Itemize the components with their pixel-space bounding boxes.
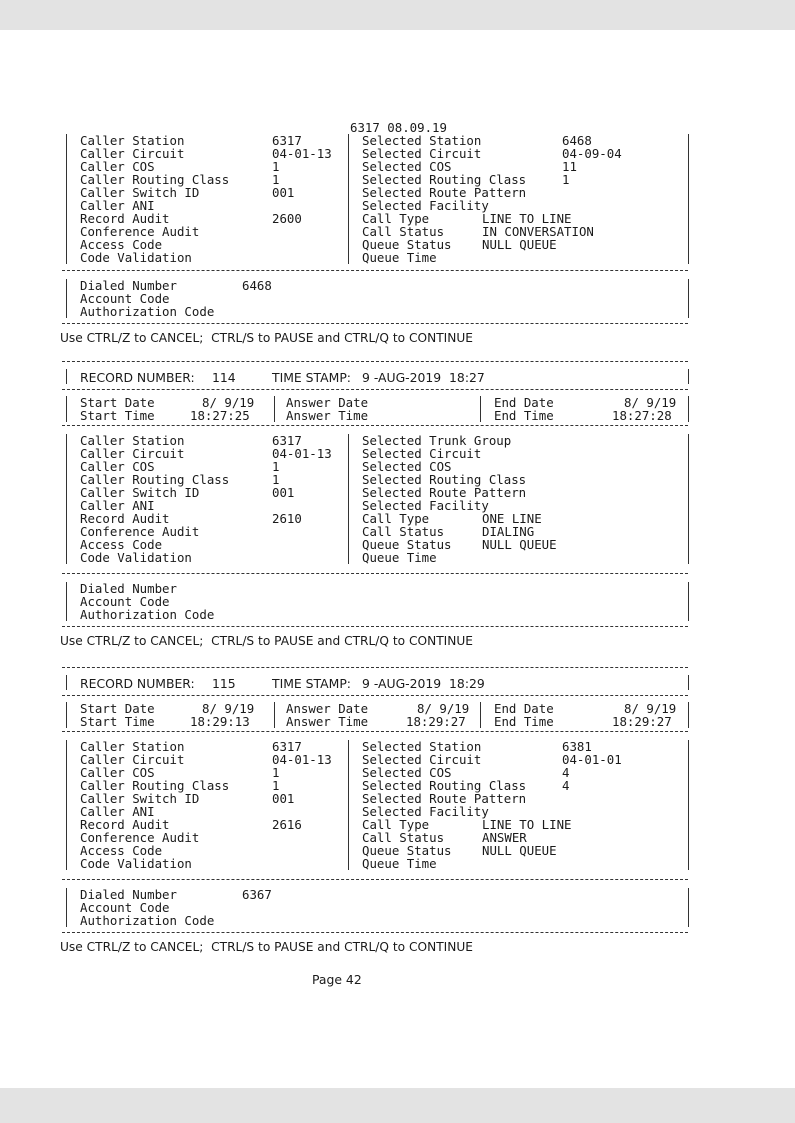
caller-field-value: 001 [272, 485, 295, 500]
authorization-code-label: Authorization Code [80, 913, 215, 928]
column-separator [348, 434, 349, 564]
selected-field-label: Queue Status [362, 537, 452, 552]
end-date-value: 8/ 9/19 [624, 395, 677, 410]
left-border [66, 396, 67, 422]
left-border [66, 702, 67, 728]
account-code-label: Account Code [80, 594, 170, 609]
timestamp-value: 9 -AUG-2019 18:27 [362, 370, 485, 385]
selected-field-label: Selected Circuit [362, 752, 482, 767]
caller-field-label: Caller Circuit [80, 446, 185, 461]
start-date-label: Start Date [80, 395, 155, 410]
caller-field-label: Access Code [80, 843, 163, 858]
selected-field-label: Selected Facility [362, 198, 489, 213]
caller-field-value: 04-01-13 [272, 146, 332, 161]
selected-field-value: LINE TO LINE [482, 817, 572, 832]
answer-time-label: Answer Time [286, 714, 369, 729]
selected-field-label: Selected Routing Class [362, 172, 527, 187]
selected-field-value: 04-09-04 [562, 146, 622, 161]
caller-field-value: 2610 [272, 511, 302, 526]
start-date-value: 8/ 9/19 [202, 395, 255, 410]
dialed-number-label: Dialed Number [80, 581, 177, 596]
timestamp-label: TIME STAMP: [272, 676, 351, 691]
selected-field-label: Queue Time [362, 550, 437, 565]
right-border [688, 582, 689, 621]
left-border [66, 434, 67, 564]
caller-field-label: Caller ANI [80, 198, 155, 213]
end-time-label: End Time [494, 408, 554, 423]
dialed-number-label: Dialed Number [80, 887, 177, 902]
dashed-rule [62, 667, 688, 668]
caller-field-value: 2600 [272, 211, 302, 226]
selected-field-label: Selected Route Pattern [362, 185, 527, 200]
selected-field-label: Call Type [362, 211, 430, 226]
dashed-rule [62, 626, 688, 627]
selected-field-label: Call Type [362, 817, 430, 832]
left-border [66, 888, 67, 927]
dashed-rule [62, 323, 688, 324]
selected-field-value: 1 [562, 172, 570, 187]
answer-date-value: 8/ 9/19 [417, 701, 470, 716]
caller-field-value: 1 [272, 459, 280, 474]
selected-field-label: Selected Trunk Group [362, 433, 512, 448]
instruction-line: Use CTRL/Z to CANCEL; CTRL/S to PAUSE and CTRL/Q to CONTINUE [60, 331, 473, 345]
caller-field-value: 1 [272, 159, 280, 174]
record-number-value: 114 [212, 370, 236, 385]
caller-field-value: 001 [272, 791, 295, 806]
caller-field-label: Caller ANI [80, 498, 155, 513]
caller-field-label: Conference Audit [80, 224, 200, 239]
selected-field-label: Selected COS [362, 159, 452, 174]
left-border [66, 279, 67, 318]
selected-field-label: Selected Routing Class [362, 778, 527, 793]
column-separator [348, 134, 349, 264]
caller-field-value: 04-01-13 [272, 752, 332, 767]
selected-field-label: Call Status [362, 224, 445, 239]
selected-field-value: NULL QUEUE [482, 843, 557, 858]
column-separator [480, 396, 481, 422]
authorization-code-label: Authorization Code [80, 607, 215, 622]
caller-field-value: 6317 [272, 433, 302, 448]
dashed-rule [62, 879, 688, 880]
account-code-label: Account Code [80, 900, 170, 915]
right-border [688, 702, 689, 728]
caller-field-value: 1 [272, 765, 280, 780]
selected-field-label: Selected COS [362, 765, 452, 780]
right-border [688, 740, 689, 870]
caller-field-label: Conference Audit [80, 830, 200, 845]
column-separator [480, 702, 481, 728]
selected-field-value: NULL QUEUE [482, 237, 557, 252]
selected-field-value: LINE TO LINE [482, 211, 572, 226]
selected-field-label: Selected COS [362, 459, 452, 474]
end-date-label: End Date [494, 395, 554, 410]
caller-field-label: Caller Switch ID [80, 791, 200, 806]
selected-field-label: Queue Time [362, 856, 437, 871]
selected-field-value: DIALING [482, 524, 535, 539]
end-date-label: End Date [494, 701, 554, 716]
caller-field-label: Code Validation [80, 550, 192, 565]
authorization-code-label: Authorization Code [80, 304, 215, 319]
record-number-label: RECORD NUMBER: [80, 370, 195, 385]
column-separator [274, 396, 275, 422]
selected-field-label: Call Status [362, 830, 445, 845]
left-border [66, 134, 67, 264]
selected-field-value: 4 [562, 778, 570, 793]
selected-field-value: ONE LINE [482, 511, 542, 526]
selected-field-label: Selected Facility [362, 804, 489, 819]
start-date-value: 8/ 9/19 [202, 701, 255, 716]
selected-field-label: Selected Circuit [362, 446, 482, 461]
account-code-label: Account Code [80, 291, 170, 306]
page-number: Page 42 [312, 972, 362, 987]
start-time-label: Start Time [80, 408, 155, 423]
selected-field-value: NULL QUEUE [482, 537, 557, 552]
caller-field-label: Caller Routing Class [80, 472, 230, 487]
selected-field-label: Call Status [362, 524, 445, 539]
selected-field-label: Queue Status [362, 843, 452, 858]
selected-field-label: Selected Route Pattern [362, 485, 527, 500]
selected-field-label: Selected Circuit [362, 146, 482, 161]
column-separator [274, 702, 275, 728]
right-border [688, 396, 689, 422]
instruction-line: Use CTRL/Z to CANCEL; CTRL/S to PAUSE and CTRL/Q to CONTINUE [60, 634, 473, 648]
start-time-label: Start Time [80, 714, 155, 729]
scan-border-top [0, 0, 795, 30]
dashed-rule [62, 731, 688, 732]
selected-field-value: ANSWER [482, 830, 527, 845]
dialed-number-label: Dialed Number [80, 278, 177, 293]
dashed-rule [62, 389, 688, 390]
caller-field-label: Record Audit [80, 211, 170, 226]
instruction-line: Use CTRL/Z to CANCEL; CTRL/S to PAUSE and CTRL/Q to CONTINUE [60, 940, 473, 954]
caller-field-label: Caller Switch ID [80, 185, 200, 200]
end-time-label: End Time [494, 714, 554, 729]
answer-time-value: 18:29:27 [406, 714, 466, 729]
selected-field-label: Queue Status [362, 237, 452, 252]
end-date-value: 8/ 9/19 [624, 701, 677, 716]
caller-field-label: Code Validation [80, 250, 192, 265]
caller-field-label: Access Code [80, 537, 163, 552]
selected-field-label: Queue Time [362, 250, 437, 265]
left-border [66, 582, 67, 621]
caller-field-label: Caller COS [80, 159, 155, 174]
selected-field-label: Selected Station [362, 133, 482, 148]
selected-field-value: 04-01-01 [562, 752, 622, 767]
dashed-rule [62, 270, 688, 271]
selected-field-label: Selected Station [362, 739, 482, 754]
right-border [688, 888, 689, 927]
left-border [66, 369, 67, 384]
caller-field-label: Caller ANI [80, 804, 155, 819]
caller-field-value: 6317 [272, 739, 302, 754]
selected-field-label: Selected Routing Class [362, 472, 527, 487]
dashed-rule [62, 361, 688, 362]
caller-field-value: 1 [272, 172, 280, 187]
caller-field-label: Caller Station [80, 433, 185, 448]
caller-field-label: Record Audit [80, 817, 170, 832]
right-border [688, 675, 689, 690]
selected-field-value: 6468 [562, 133, 592, 148]
timestamp-label: TIME STAMP: [272, 370, 351, 385]
record-number-value: 115 [212, 676, 236, 691]
answer-date-label: Answer Date [286, 701, 369, 716]
selected-field-label: Call Type [362, 511, 430, 526]
selected-field-value: IN CONVERSATION [482, 224, 594, 239]
selected-field-label: Selected Facility [362, 498, 489, 513]
answer-time-label: Answer Time [286, 408, 369, 423]
start-time-value: 18:27:25 [190, 408, 250, 423]
dashed-rule [62, 573, 688, 574]
selected-field-value: 4 [562, 765, 570, 780]
dialed-number-value: 6367 [242, 887, 272, 902]
end-time-value: 18:27:28 [612, 408, 672, 423]
dashed-rule [62, 932, 688, 933]
caller-field-value: 04-01-13 [272, 446, 332, 461]
column-separator [348, 740, 349, 870]
selected-field-label: Selected Route Pattern [362, 791, 527, 806]
caller-field-label: Caller Routing Class [80, 778, 230, 793]
answer-date-label: Answer Date [286, 395, 369, 410]
caller-field-label: Caller Circuit [80, 752, 185, 767]
caller-field-label: Caller Station [80, 739, 185, 754]
caller-field-label: Access Code [80, 237, 163, 252]
caller-field-label: Caller COS [80, 459, 155, 474]
dashed-rule [62, 425, 688, 426]
caller-field-value: 001 [272, 185, 295, 200]
caller-field-label: Caller Routing Class [80, 172, 230, 187]
block-header: 6317 08.09.19 [350, 120, 447, 135]
caller-field-label: Caller COS [80, 765, 155, 780]
caller-field-label: Caller Station [80, 133, 185, 148]
right-border [688, 134, 689, 264]
caller-field-value: 2616 [272, 817, 302, 832]
right-border [688, 369, 689, 384]
scan-border-bottom [0, 1088, 795, 1123]
caller-field-value: 6317 [272, 133, 302, 148]
record-number-label: RECORD NUMBER: [80, 676, 195, 691]
right-border [688, 434, 689, 564]
timestamp-value: 9 -AUG-2019 18:29 [362, 676, 485, 691]
start-date-label: Start Date [80, 701, 155, 716]
caller-field-value: 1 [272, 472, 280, 487]
left-border [66, 675, 67, 690]
left-border [66, 740, 67, 870]
caller-field-label: Record Audit [80, 511, 170, 526]
caller-field-value: 1 [272, 778, 280, 793]
dashed-rule [62, 695, 688, 696]
caller-field-label: Caller Switch ID [80, 485, 200, 500]
selected-field-value: 11 [562, 159, 577, 174]
dialed-number-value: 6468 [242, 278, 272, 293]
caller-field-label: Code Validation [80, 856, 192, 871]
selected-field-value: 6381 [562, 739, 592, 754]
right-border [688, 279, 689, 318]
start-time-value: 18:29:13 [190, 714, 250, 729]
end-time-value: 18:29:27 [612, 714, 672, 729]
caller-field-label: Caller Circuit [80, 146, 185, 161]
caller-field-label: Conference Audit [80, 524, 200, 539]
